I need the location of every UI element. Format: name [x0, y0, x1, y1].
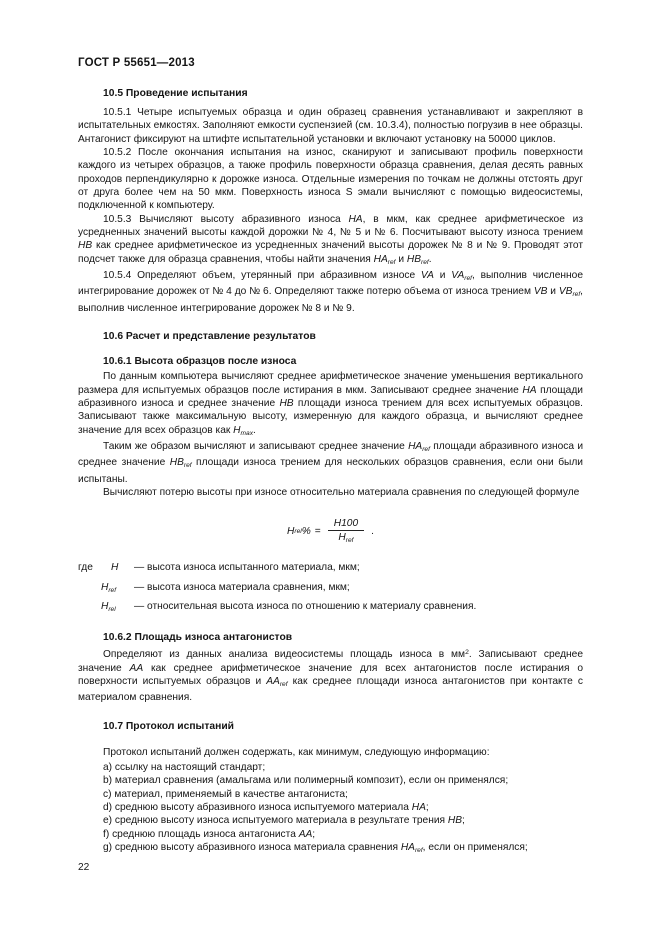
report-requirements-list: [78, 761, 583, 857]
text-run: и: [547, 286, 559, 298]
list-text: ссылку на настоящий стандарт;: [114, 762, 266, 773]
paragraph-10-5-4: [78, 269, 583, 315]
symbol-aa: AA: [298, 828, 313, 840]
list-item: [78, 774, 583, 787]
symbol-hb: HB: [78, 240, 93, 252]
spacer: [78, 739, 583, 746]
text-run: 10.5.4 Определяют объем, утерянный при абразивном износе: [103, 270, 421, 282]
symbol-ha-ref: HA: [373, 253, 388, 265]
symbol-va: VA: [420, 270, 434, 282]
list-item: [78, 801, 583, 814]
text-run: площади износа трением для нескольких образцов сравнения, если они были испытаны.: [78, 457, 583, 485]
list-text: материал, применяемый в качестве антагониста;: [114, 788, 348, 800]
formula-lhs-subscript: rel: [294, 527, 302, 535]
paragraph-10-6-2: [78, 646, 583, 704]
list-marker: c): [103, 788, 112, 800]
subscript-ref: ref: [572, 291, 581, 299]
definition-text: относительная высота износа по отношению к материалу сравнения.: [147, 600, 477, 612]
where-symbol: [101, 561, 134, 577]
paragraph-10-5-2: 10.5.2 После окончания испытания на износ, сканируют и записывают профиль поверхности каждого из четырех образцов, а также профиль поверхности образца сравнения, делая десять равных проходов перпендикулярно к дорожке износа. Отдельные измерения по точкам не должны отстоять друг от друга более чем на 50 мкм. Поверхность износа S эмали вычисляют с помощью видеосистемы, подключенной к компьютеру.: [78, 147, 583, 212]
section-heading-10-6-2: 10.6.2 Площадь износа антагонистов: [103, 632, 293, 644]
denominator-subscript: ref: [345, 537, 354, 545]
list-tail: ;: [312, 828, 316, 840]
text-run: площади абразивного износа и среднее значение: [78, 440, 584, 469]
list-tail: ;: [425, 802, 429, 814]
page-header: ГОСТ Р 55651—2013: [78, 57, 195, 69]
symbol-va-ref: VA: [451, 270, 465, 282]
list-text: среднюю высоту абразивного износа материала сравнения: [114, 842, 401, 854]
em-dash: —: [134, 581, 145, 593]
subscript-ref: ref: [387, 258, 396, 266]
subscript-ref: ref: [421, 258, 429, 266]
formula-numerator: [328, 518, 364, 530]
paragraph-10-6-1-b: [78, 440, 583, 486]
text-run: .: [428, 253, 432, 265]
where-definition: [134, 581, 583, 594]
paragraph-10-6-1-c: Вычисляют потерю высоты при износе относительно материала сравнения по следующей формуле: [103, 486, 580, 498]
definition-text: высота износа материала сравнения, мкм;: [147, 581, 350, 593]
symbol-aa: AA: [129, 662, 144, 674]
symbol-ha: HA: [411, 802, 426, 814]
symbol-vb: VB: [533, 286, 548, 298]
symbol-ha: HA: [522, 384, 537, 396]
spacer: [78, 705, 583, 721]
list-item: [78, 761, 583, 774]
where-row: [78, 581, 583, 597]
em-dash: —: [134, 600, 145, 612]
subscript-ref: ref: [414, 847, 423, 855]
symbol-hb-ref: HB: [169, 457, 184, 469]
text-run: , в мкм, как среднее арифметическое из усредненных значений высоты каждой дорожки № 4, № 5 и № 6. Посчитывают высоту износа трением: [78, 213, 583, 239]
numerator-number: 100: [341, 518, 359, 530]
list-marker: a): [103, 762, 113, 773]
symbol-text: H: [101, 581, 109, 593]
symbol-text: H: [111, 562, 119, 574]
formula-relative-height: [287, 518, 374, 544]
list-tail: , если он применялся;: [422, 842, 528, 854]
list-marker: b): [103, 775, 113, 787]
list-tail: ;: [462, 815, 465, 827]
where-label: где: [78, 562, 93, 574]
text-run: Определяют из данных анализа видеосистемы площадь износа в мм: [103, 649, 466, 661]
list-text: среднюю площадь износа антагониста: [112, 828, 299, 840]
formula-equals: =: [314, 525, 321, 537]
text-run: как среднее арифметическое из усредненных значений высоты дорожек № 8 и № 9. Проводят этот подсчет также для образца сравнения, чтобы найти значения: [78, 240, 583, 265]
superscript-square: 2: [465, 649, 469, 657]
text-run: Таким же образом вычисляют и записывают среднее значение: [103, 440, 409, 452]
list-item: [78, 788, 583, 801]
text-run: 10.5.3 Вычисляют высоту абразивного износа: [103, 213, 349, 225]
list-marker: g): [103, 842, 113, 854]
paragraph-10-6-1-a: [78, 370, 583, 440]
subscript-max: max: [240, 429, 253, 437]
paragraph-10-5-1: 10.5.1 Четыре испытуемых образца и один образец сравнения устанавливают и закрепляют в испытательных емкостях. Заполняют емкости суспензией (см. 10.3.4), полностью погрузив в нее образцы. Антагонист фиксируют на штифте испытательной установки и включают установку на 50000 циклов.: [78, 107, 583, 145]
symbol-h-max: H: [233, 424, 241, 436]
symbol-ha: HA: [348, 213, 363, 225]
paragraph-10-7-intro: Протокол испытаний должен содержать, как минимум, следующую информацию:: [103, 746, 490, 758]
text-run: , выполнив численное интегрирование дорожек от № 4 до № 6. Определяют также потерю объема от износа трением: [78, 270, 583, 298]
section-heading-10-6: 10.6 Расчет и представление результатов: [103, 331, 316, 343]
formula-trailing-punctuation: .: [371, 525, 374, 537]
numerator-symbol: H: [333, 518, 342, 530]
symbol-ha-ref: HA: [400, 842, 415, 854]
symbol-vb-ref: VB: [558, 286, 573, 298]
spacer: [78, 315, 583, 331]
text-run: площади абразивного износа и среднее значение: [78, 384, 583, 409]
subscript-ref: ref: [422, 445, 430, 453]
section-heading-10-7: 10.7 Протокол испытаний: [103, 720, 234, 732]
list-text: среднюю высоту абразивного износа испытуемого материала: [114, 802, 412, 814]
where-symbol: [78, 600, 134, 616]
list-marker: e): [103, 815, 113, 827]
where-symbol: [78, 581, 134, 597]
symbol-text: H: [101, 600, 109, 612]
text-run: как среднее арифметическое значение для всех антагонистов после истирания о поверхности испытуемых образцов и: [78, 662, 583, 687]
symbol-hb: HB: [279, 397, 294, 409]
subscript-ref: ref: [279, 680, 288, 688]
list-text: материал сравнения (амальгама или полимерный композит), если он применялся;: [114, 775, 509, 787]
symbol-hb-ref: HB: [406, 253, 422, 265]
text-run: , выполнив численное интегрирование дорожек № 8 и № 9.: [78, 286, 583, 314]
formula-percent: %: [301, 525, 311, 537]
text-run: площади износа трением для всех испытуемых образцов. Записывают также максимальную высоту, измеренную для каждого образца, и вычисляют среднее значение для всех образцов как: [78, 397, 583, 436]
document-body: [78, 88, 583, 857]
text-run: как среднее площади износа антагонистов при контакте с материалом сравнения.: [78, 675, 584, 704]
list-item: [78, 814, 583, 827]
text-run: и: [433, 270, 452, 282]
section-heading-10-5: 10.5 Проведение испытания: [103, 88, 248, 99]
formula-denominator: [332, 531, 359, 544]
section-heading-10-6-1: 10.6.1 Высота образцов после износа: [103, 356, 297, 368]
where-definitions: [78, 561, 583, 616]
list-marker: f): [103, 828, 110, 840]
symbol-aa-ref: AA: [266, 675, 280, 687]
denominator-symbol: H: [338, 532, 346, 544]
symbol-subscript: rel: [108, 605, 116, 613]
formula-lhs-symbol: H: [287, 525, 295, 537]
list-item: [78, 828, 583, 841]
where-definition: [134, 561, 583, 574]
formula-fraction: [328, 518, 364, 544]
symbol-subscript: ref: [108, 586, 117, 594]
formula-container: [78, 518, 583, 544]
symbol-hb: HB: [447, 815, 463, 827]
page-number: 22: [78, 862, 90, 873]
subscript-ref: ref: [464, 275, 472, 283]
where-row: [78, 561, 583, 577]
em-dash: —: [134, 562, 145, 574]
where-row: [78, 600, 583, 616]
list-marker: d): [103, 802, 113, 814]
list-item: [78, 841, 583, 857]
text-run: По данным компьютера вычисляют среднее арифметическое значение уменьшения вертикального размера для испытуемых образцов после истирания в мкм. Записывают среднее значение: [78, 371, 583, 396]
definition-text: высота износа испытанного материала, мкм;: [147, 562, 360, 574]
symbol-ha-ref: HA: [408, 440, 423, 452]
list-text: среднюю высоту износа испытуемого материала в результате трения: [114, 815, 448, 827]
text-run: и: [395, 253, 407, 265]
subscript-ref: ref: [183, 462, 192, 470]
text-run: . Записывают среднее значение: [78, 649, 584, 674]
spacer: [78, 619, 583, 632]
where-definition: [134, 600, 583, 613]
paragraph-10-5-3: [78, 213, 583, 269]
text-run: .: [253, 424, 256, 436]
